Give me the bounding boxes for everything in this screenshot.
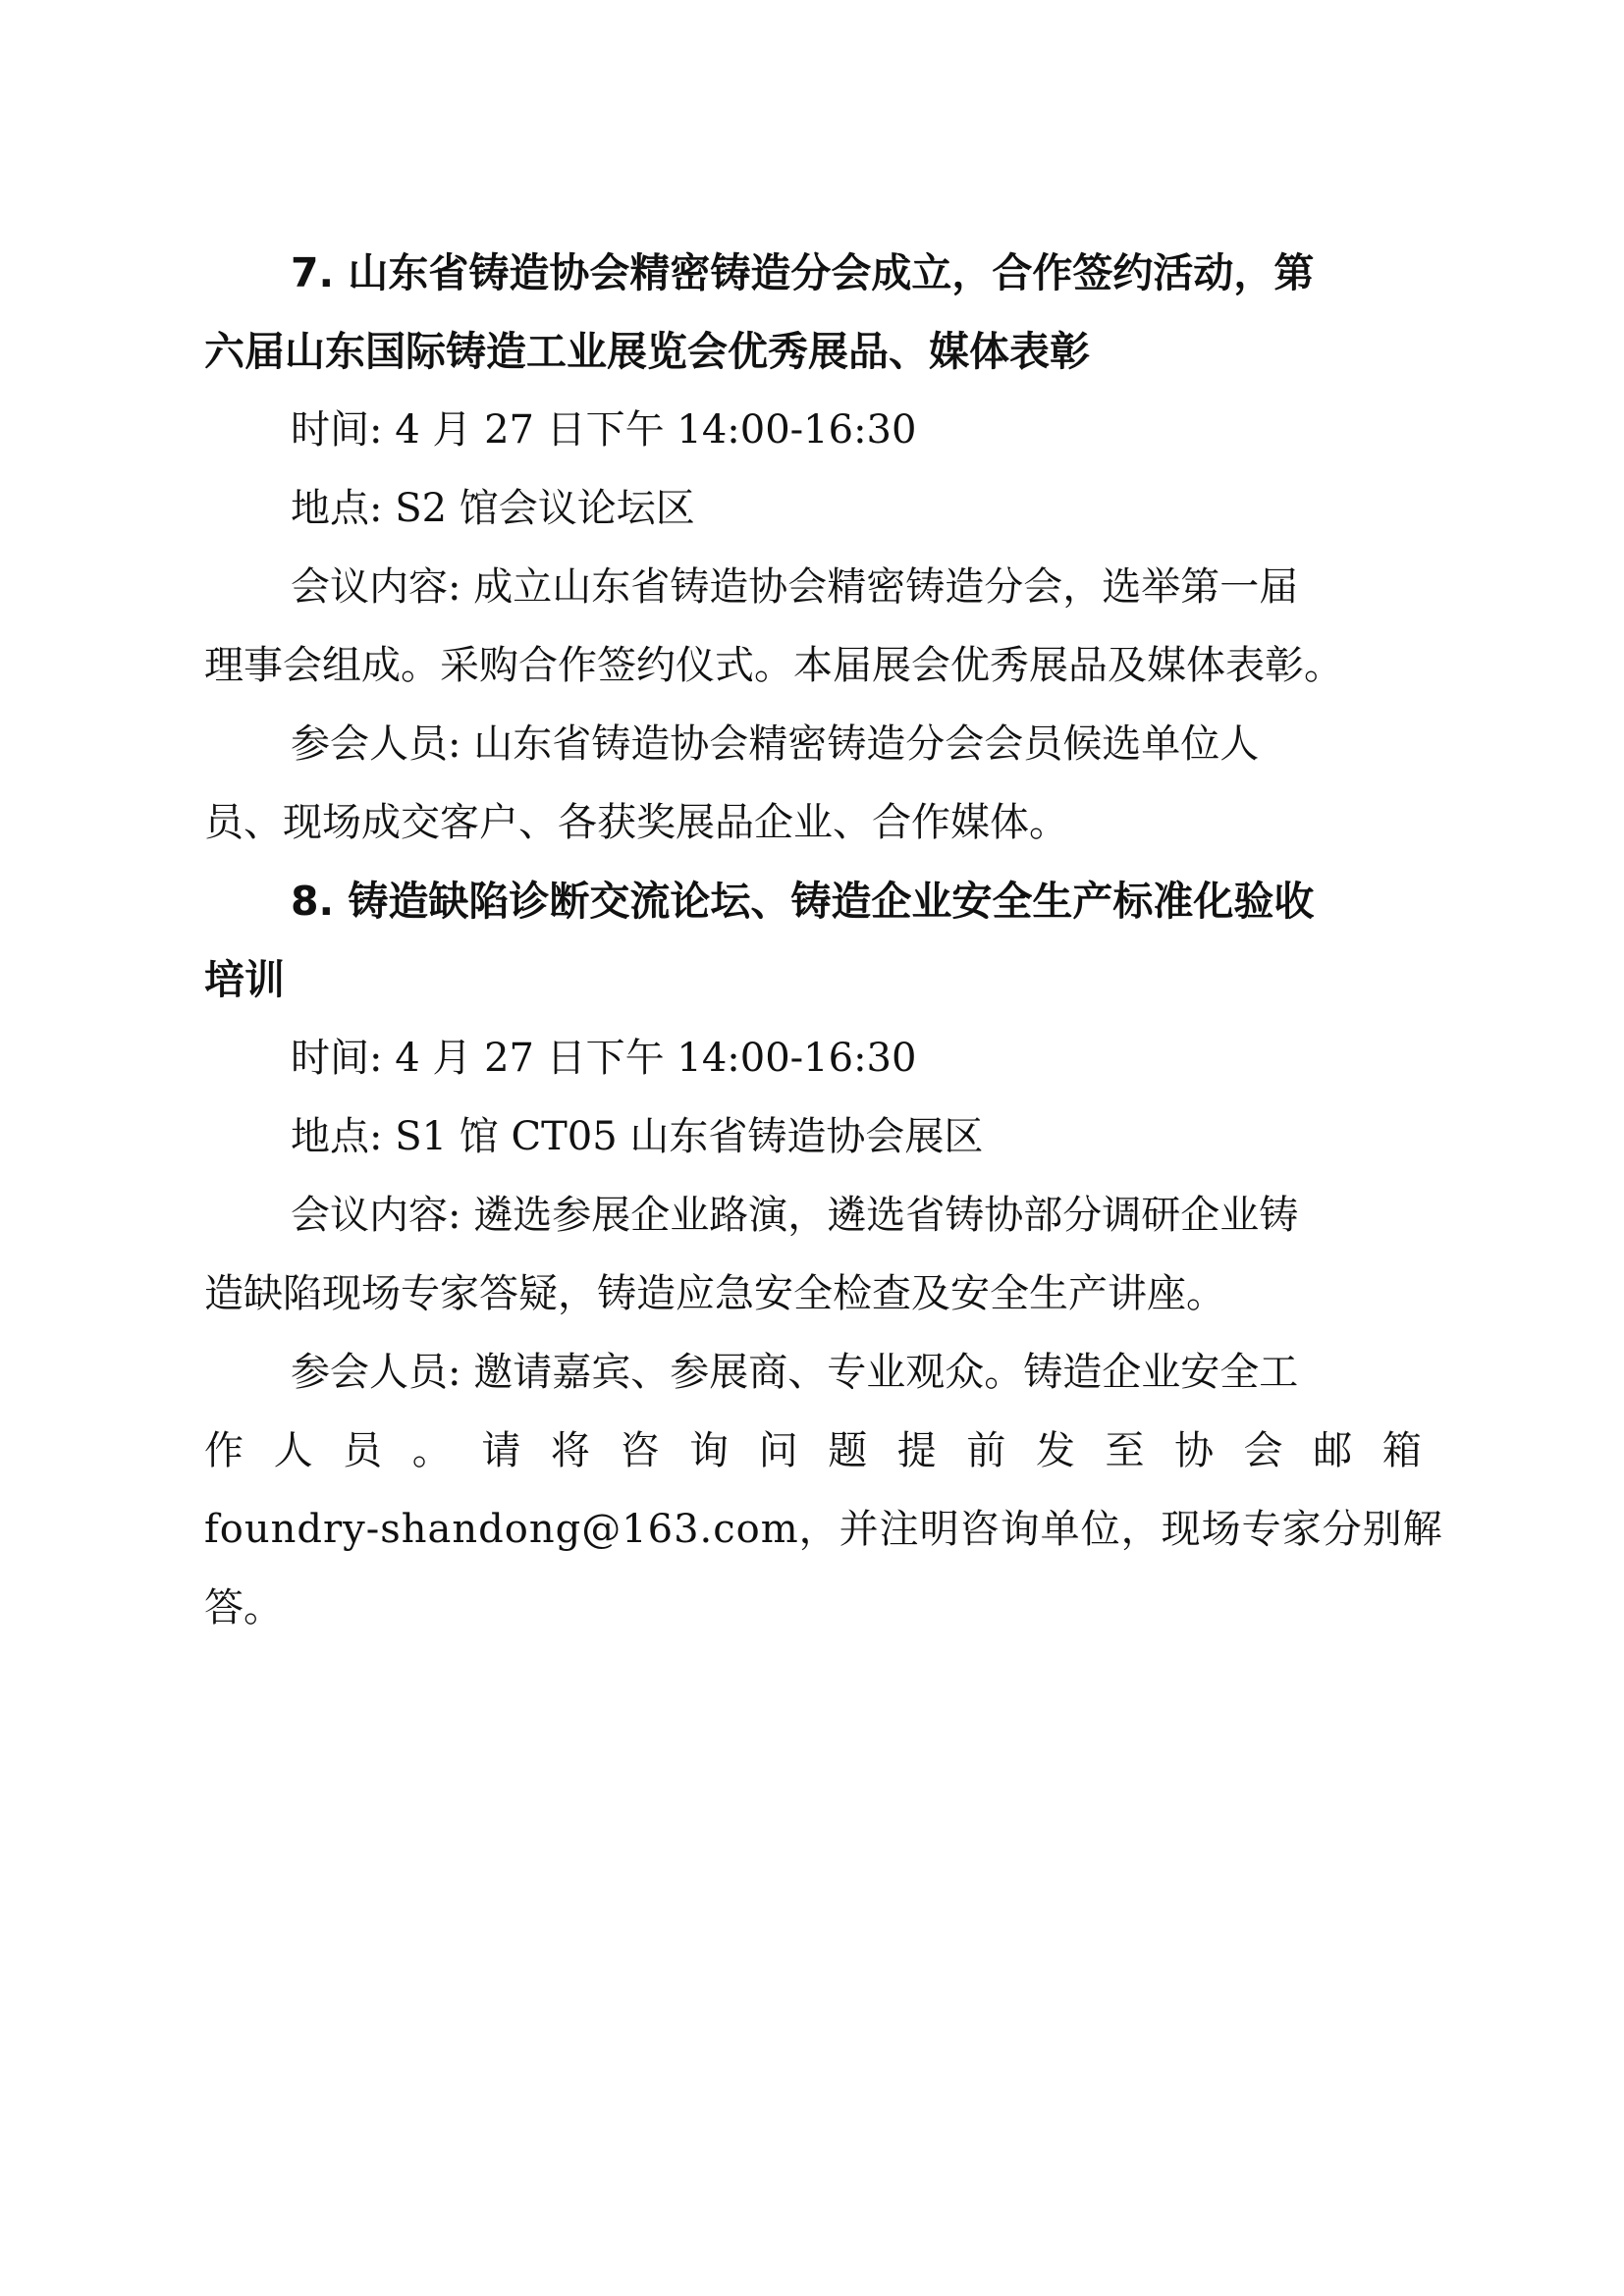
spread-char: 人: [273, 1428, 313, 1473]
spread-char: 问: [758, 1428, 798, 1473]
section-8-place: 地点: S1 馆 CT05 山东省铸造协会展区: [291, 1114, 984, 1159]
section-8-heading-line-2: 培训: [204, 956, 285, 1003]
section-8-attendees-line-3: foundry-shandong@163.com，并注明咨询单位，现场专家分别解: [204, 1507, 1443, 1552]
spread-char: 邮: [1313, 1428, 1353, 1473]
section-8-attendees-line-2: [204, 1412, 1422, 1490]
spread-char: 作: [204, 1428, 244, 1473]
spread-char: 。: [411, 1428, 452, 1473]
section-7-content-line-2: 理事会组成。采购合作签约仪式。本届展会优秀展品及媒体表彰。: [204, 643, 1343, 688]
spread-char: 提: [896, 1428, 937, 1473]
section-8-attendees-line-1: 参会人员: 邀请嘉宾、参展商、专业观众。铸造企业安全工: [291, 1350, 1299, 1395]
document-page: [204, 234, 1443, 1647]
spread-char: 员: [343, 1428, 383, 1473]
section-8-content-line-1: 会议内容: 遴选参展企业路演，遴选省铸协部分调研企业铸: [291, 1193, 1299, 1238]
section-7-attendees-line-1: 参会人员: 山东省铸造协会精密铸造分会会员候选单位人: [291, 721, 1260, 767]
spread-char: 将: [550, 1428, 590, 1473]
spread-char: 协: [1174, 1428, 1215, 1473]
spread-char: 发: [1035, 1428, 1075, 1473]
section-7-content-line-1: 会议内容: 成立山东省铸造协会精密铸造分会，选举第一届: [291, 564, 1299, 610]
section-7-heading-line-2: 六届山东国际铸造工业展览会优秀展品、媒体表彰: [204, 328, 1090, 375]
section-8-heading-line-1: 8. 铸造缺陷诊断交流论坛、铸造企业安全生产标准化验收: [291, 878, 1315, 925]
section-8-content-line-2: 造缺陷现场专家答疑，铸造应急安全检查及安全生产讲座。: [204, 1271, 1225, 1316]
spread-char: 至: [1105, 1428, 1145, 1473]
spread-char: 前: [966, 1428, 1006, 1473]
section-8-attendees-line-4: 答。: [204, 1585, 283, 1630]
section-7-time: 时间: 4 月 27 日下午 14:00-16:30: [291, 407, 917, 453]
spread-char: 咨: [620, 1428, 660, 1473]
section-7-heading-line-1: 7. 山东省铸造协会精密铸造分会成立，合作签约活动，第: [291, 249, 1315, 296]
spread-char: 会: [1243, 1428, 1283, 1473]
spread-char: 箱: [1381, 1428, 1422, 1473]
section-8-time: 时间: 4 月 27 日下午 14:00-16:30: [291, 1036, 917, 1081]
section-7-attendees-line-2: 员、现场成交客户、各获奖展品企业、合作媒体。: [204, 800, 1068, 845]
spread-char: 询: [689, 1428, 730, 1473]
spread-char: 请: [481, 1428, 521, 1473]
spread-char: 题: [828, 1428, 868, 1473]
section-7-place: 地点: S2 馆会议论坛区: [291, 486, 695, 531]
